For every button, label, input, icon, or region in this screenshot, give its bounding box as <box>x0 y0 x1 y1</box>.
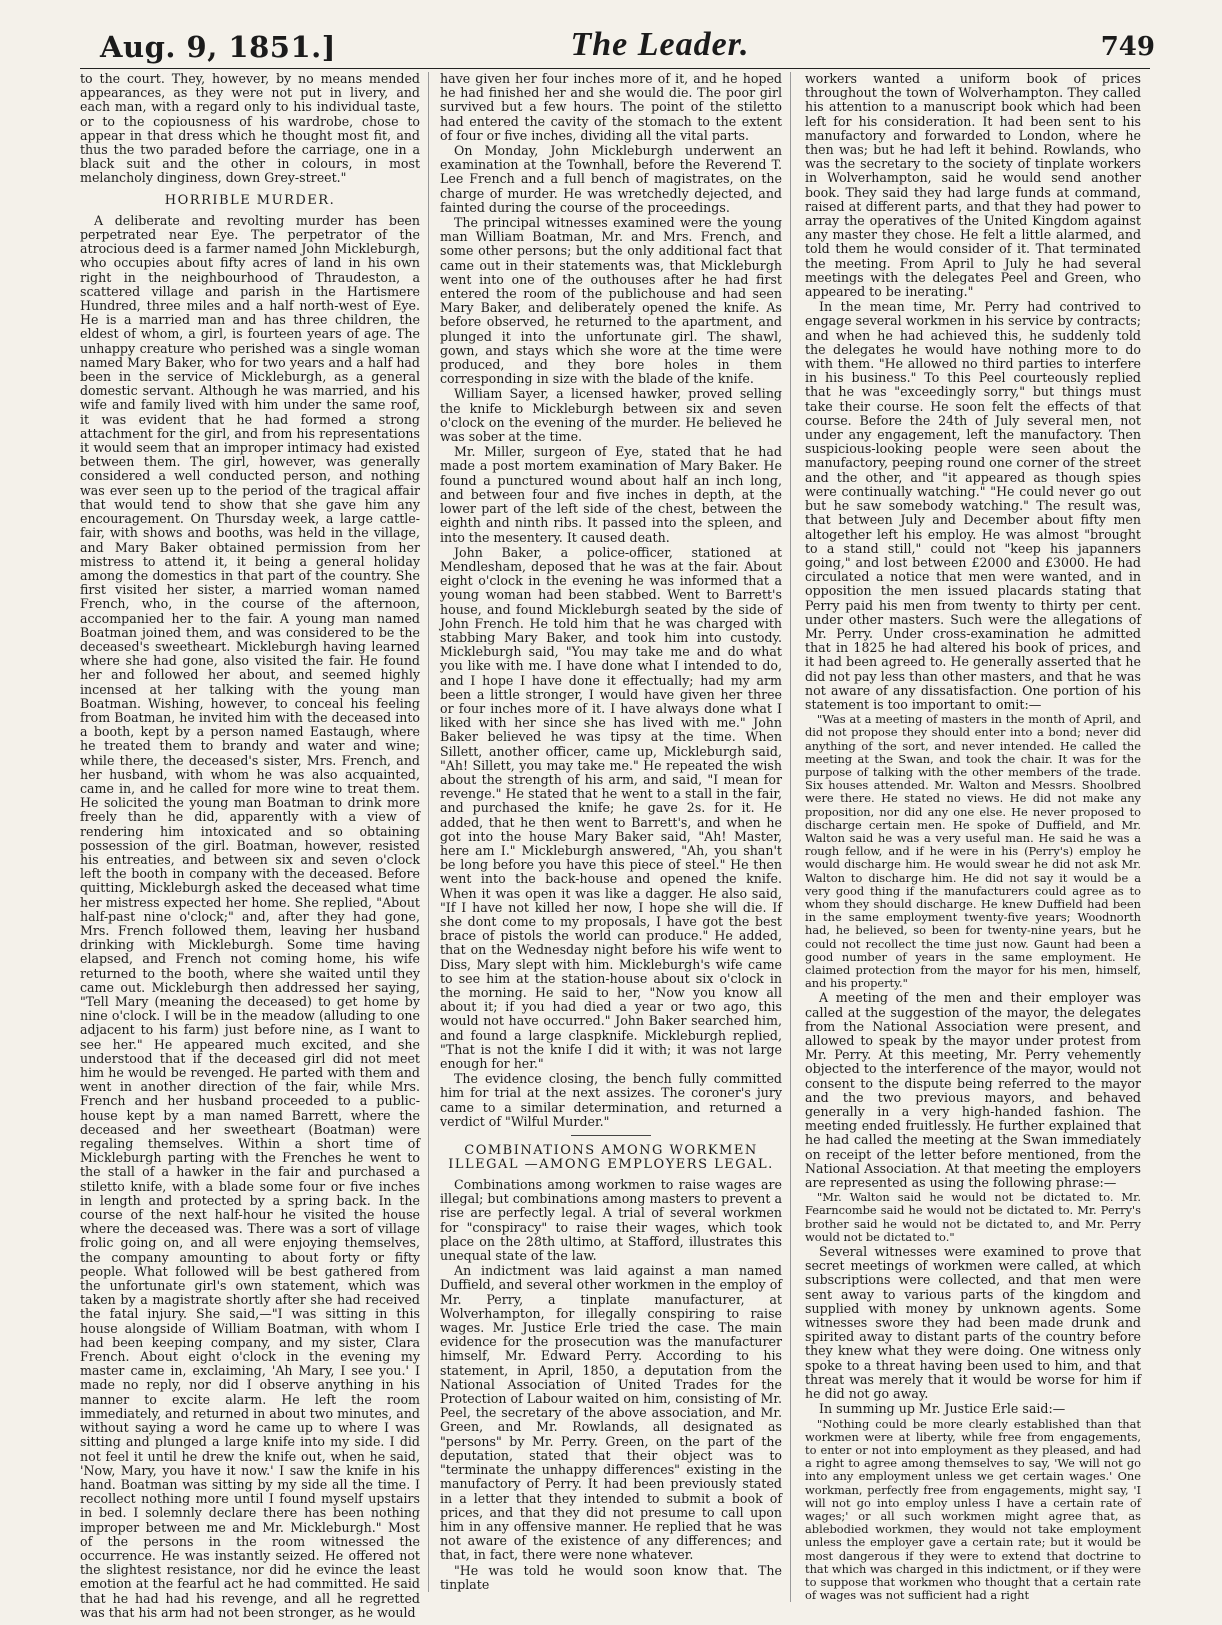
masthead-title: The Leader. <box>570 26 750 63</box>
quote-paragraph: "Nothing could be more clearly established than that workmen were at liberty, while free from engagements, to enter or not into employment as they pleased, and had a right to agree among themselves to say, 'We will not go into any employment unless we get certain wages.' One workman, perfectly free from engagements, might say, 'I will not go into employ unless I have a certain rate of wages;' or all such workmen might agree that, as ablebodied workmen, they would not take employment unless the employer gave a certain rate; but it would be most dangerous if they were to extend that doctrine to that which was charged in this indictment, or if they were to suppose that workmen who thought that a certain rate of wages was not sufficient had a right <box>805 1416 1141 1603</box>
column-1 <box>80 71 429 1620</box>
paragraph: A meeting of the men and their employer was called at the suggestion of the mayor, the delegates from the National Association were present, and allowed to speak by the mayor under protest from Mr. Perry. At this meeting, Mr. Perry vehemently objected to the interference of the mayor, would not consent to the dispute being referred to the mayor and the two previous mayors, and behaved generally in a very high-handed fashion. The meeting ended fruitlessly. He further explained that he had called the meeting at the Swan immediately on receipt of the letter before mentioned, from the National Association. At that meeting the employers are represented as using the following phrase:— <box>805 990 1141 1191</box>
paragraph: An indictment was laid against a man named Duffield, and several other workmen in the employ of Mr. Perry, a tinplate manufacturer, at Wolverhampton, for illegally conspiring to raise wages. Mr. Justice Erle tried the case. The main evidence for the prosecution was the manufacturer himself, Mr. Edward Perry. According to his statement, in April, 1850, a deputation from the National Association of United Trades for the Protection of Labour waited on him, consisting of Mr. Peel, the secretary of the above association, and Mr. Green, and Mr. Rowlands, all designated as "persons" by Mr. Perry. Green, on the part of the deputation, stated that their object was to "terminate the unhappy differences" existing in the manufactory of Perry. It had been previously stated in a letter that they intended to submit a book of prices, and that they did not presume to call upon him in any offensive manner. He replied that he was not aware of the existence of any differences; and that, in fact, there were none whatever. <box>440 1263 782 1563</box>
quote-paragraph: "Was at a meeting of masters in the month of April, and did not propose they should enter into a bond; never did anything of the sort, and never intended. He called the meeting at the Swan, and took the chair. It was for the purpose of talking with the other members of the trade. Six houses attended. Mr. Walton and Messrs. Shoolbred were there. He stated no views. He did not make any proposition, nor did any one else. He never proposed to discharge certain men. He spoke of Duffield, and Mr. Walton said he was a very useful man. He said he was a rough fellow, and if he were in his (Perry's) employ he would discharge him. He would swear he did not ask Mr. Walton to discharge him. He did not say it would be a very good thing if the manufacturers could agree as to whom they should discharge. He knew Duffield had been in the same employment twenty-five years; Woodnorth had, he believed, so been for twenty-nine years, but he could not recollect the time just now. Gaunt had been a good number of years in the same employment. He claimed protection from the mayor for his men, himself, and his property." <box>805 712 1141 991</box>
block-quote <box>805 1418 1141 1603</box>
paragraph: Several witnesses were examined to prove that secret meetings of workmen were called, at which subscriptions were collected, and that men were sent away to various parts of the kingdom and supplied with money by unknown agents. Some witnesses swore they had been made drunk and spirited away to distant parts of the country before they knew what they were doing. One witness only spoke to a threat having been used to him, and that threat was merely that it would be worse for him if he did not go away. <box>805 1244 1141 1402</box>
paragraph: Combinations among workmen to raise wages are illegal; but combinations among masters to prevent a rise are perfectly legal. A trial of several workmen for "conspiracy" to raise their wages, which took place on the 28th ultimo, at Stafford, illustrates this unequal state of the law. <box>440 1177 782 1264</box>
paragraph: workers wanted a uniform book of prices throughout the town of Wolverhampton. They called his attention to a manuscript book which had been left for his consideration. It had been sent to his manufactory and forwarded to London, where he then was; but he had left it behind. Rowlands, who was the secretary to the society of tinplate workers in Wolverhampton, said he would send another book. They said they had large funds at command, raised at different parts, and that they had power to array the operatives of the United Kingdom against any master they chose. He felt a little alarmed, and told them he would consider of it. That terminated the meeting. From April to July he had several meetings with the delegates Peel and Green, who appeared to be inerating." <box>805 71 1141 300</box>
paragraph: In the mean time, Mr. Perry had contrived to engage several workmen in his service by contracts; and when he had achieved this, he suddenly told the delegates he would have nothing more to do with them. "He allowed no third parties to interfere in his business." To this Peel courteously replied that he was "exceedingly sorry," but things must take their course. He soon felt the effects of that course. Before the 24th of July several men, not under any engagement, left the manufactory. Then suspicious-looking people were seen about the manufactory, peeping round one corner of the street and the other, and "it appeared as though spies were continually watching." "He could never go out but he saw somebody watching." The result was, that between July and December about fifty men altogether left his employ. He was almost "brought to a stand still," could not "keep his japanners going," and lost between £2000 and £3000. He had circulated a notice that men were wanted, and in opposition the men issued placards stating that Perry paid his men from twenty to thirty per cent. under other masters. Such were the allegations of Mr. Perry. Under cross-examination he admitted that in 1825 he had altered his book of prices, and it had been agreed to. He generally asserted that he did not pay less than other masters, and that he was not aware of any dissatisfaction. One portion of his statement is too important to omit:— <box>805 299 1141 712</box>
section-divider <box>571 1135 651 1136</box>
paragraph: On Monday, John Mickleburgh underwent an examination at the Townhall, before the Reverend T. Lee French and a full bench of magistrates, on the charge of murder. He was wretchedly dejected, and fainted during the course of the proceedings. <box>440 143 782 215</box>
quote-paragraph: "Mr. Walton said he would not be dictated to. Mr. Fearncombe said he would not be dictated to. Mr. Perry's brother said he would not be dictated to, and Mr. Perry would not be dictated to." <box>805 1190 1141 1244</box>
issue-date: Aug. 9, 1851.] <box>100 30 336 64</box>
block-quote <box>805 713 1141 990</box>
paragraph: Mr. Miller, surgeon of Eye, stated that he had made a post mortem examination of Mary Baker. He found a punctured wound about half an inch long, and between four and five inches in depth, at the lower part of the left side of the chest, between the eighth and ninth ribs. It passed into the spleen, and into the mesentery. It caused death. <box>440 444 782 545</box>
page-number: 749 <box>1100 32 1155 62</box>
paragraph: to the court. They, however, by no means mended appearances, as they were not put in livery, and each man, with a regard only to his individual taste, or to the copiousness of his wardrobe, chose to appear in that dress which he thought most fit, and thus the two paraded before the carriage, one in a black suit and the other in colours, in most melancholy dinginess, down Grey-street." <box>80 71 420 186</box>
article-heading-horrible-murder: HORRIBLE MURDER. <box>164 192 336 208</box>
paragraph: William Sayer, a licensed hawker, proved selling the knife to Mickleburgh between six and seven o'clock on the evening of the murder. He believed he was sober at the time. <box>440 386 782 445</box>
page-header <box>60 20 1180 70</box>
paragraph: The principal witnesses examined were the young man William Boatman, Mr. and Mrs. French, and some other persons; but the only additional fact that came out in their statements was, that Mickleburgh went into one of the outhouses after he had first entered the room of the publichouse and had seen Mary Baker, and deliberately opened the knife. As before observed, he returned to the apartment, and plunged it into the unfortunate girl. The shawl, gown, and stays which she wore at the time were produced, and they bore holes in them corresponding in size with the blade of the knife. <box>440 215 782 387</box>
paragraph: The evidence closing, the bench fully committed him for trial at the next assizes. The coroner's jury came to a similar determination, and returned a verdict of "Wilful Murder." <box>440 1071 782 1129</box>
column-2 <box>440 72 791 1602</box>
paragraph: "He was told he would soon know that. The tinplate <box>440 1562 782 1592</box>
header-rule <box>80 68 1150 69</box>
paragraph: John Baker, a police-officer, stationed at Mendlesham, deposed that he was at the fair. About eight o'clock in the evening he was informed that a young woman had been stabbed. Went to Barrett's house, and found Mickleburgh seated by the side of John French. He told him that he was charged with stabbing Mary Baker, and took him into custody. Mickleburgh said, "You may take me and do what you like with me. I have done what I intended to do, and I hope I have done it effectually; had my arm been a little stronger, I would have given her three or four inches more of it. I have always done what I liked with her since she has lived with me." John Baker believed he was tipsy at the time. When Sillett, another officer, came up, Mickleburgh said, "Ah! Sillett, you may take me." He repeated the wish about the strength of his arm, and said, "I mean for revenge." He stated that he went to a stall in the fair, and purchased the knife; he gave 2s. for it. He added, that he then went to Barrett's, and when he got into the house Mary Baker said, "Ah! Master, here am I." Mickleburgh answered, "Ah, you shan't be long before you have this piece of steel." He then went into the back-house and opened the knife. When it was open it was like a dagger. He also said, "If I have not killed her now, I hope she will die. If she dont come to my proposals, I have got the best brace of pistols the world can produce." He added, that on the Wednesday night before his wife went to Diss, Mary slept with him. Mickleburgh's wife came to see him at the station-house about six o'clock in the morning. He said to her, "Now you know all about it; if you had died a year or two ago, this would not have occurred." John Baker searched him, and found a large claspknife. Mickleburgh replied, "That is not the knife I did it with; it was not large enough for her." <box>440 544 782 1072</box>
column-3 <box>805 72 1141 1602</box>
paragraph: A deliberate and revolting murder has been perpetrated near Eye. The perpetrator of the atrocious deed is a farmer named John Mickleburgh, who occupies about fifty acres of land in his own right in the neighbourhood of Thraudeston, a scattered village and parish in the Hartismere Hundred, three miles and a half north-west of Eye. He is a married man and has three children, the eldest of whom, a girl, is fourteen years of age. The unhappy creature who perished was a single woman named Mary Baker, who for two years and a half had been in the service of Mickleburgh, as a general domestic servant. Although he was married, and his wife and family lived with him under the same roof, it was evident that he had formed a strong attachment for the girl, and from his representations it would seem that an improper intimacy had existed between them. The girl, however, was generally considered a well conducted person, and nothing was ever seen up to the period of the tragical affair that would tend to show that she gave him any encouragement. On Thursday week, a large cattle-fair, with shows and booths, was held in the village, and Mary Baker obtained permission from her mistress to attend it, it being a general holiday among the domestics in that part of the country. She first visited her sister, a married woman named French, who, in the course of the afternoon, accompanied her to the fair. A young man named Boatman joined them, and was considered to be the deceased's sweetheart. Mickleburgh having learned where she had gone, also visited the fair. He found her and followed her about, and seemed highly incensed at her talking with the young man Boatman. Wishing, however, to conceal his feeling from Boatman, he invited him with the deceased into a booth, kept by a person named Eastaugh, where he treated them to brandy and water and wine; while there, the deceased's sister, Mrs. French, and her husband, with whom he was also acquainted, came in, and he called for more wine to treat them. He solicited the young man Boatman to drink more freely than he did, apparently with a view of rendering him intoxicated and so obtaining possession of the girl. Boatman, however, resisted his entreaties, and between six and seven o'clock left the booth in company with the deceased. Before quitting, Mickleburgh asked the deceased what time her mistress expected her home. She replied, "About half-past nine o'clock;" and, after they had gone, Mrs. French followed them, leaving her husband drinking with Mickleburgh. Some time having elapsed, and French not coming home, his wife returned to the booth, where she waited until they came out. Mickleburgh then addressed her saying, "Tell Mary (meaning the deceased) to get home by nine o'clock. I will be in the meadow (alluding to one adjacent to his farm) just before nine, as I want to see her." He appeared much excited, and she understood that if the deceased girl did not meet him he would be revenged. He parted with them and went in another direction of the fair, while Mrs. French and her husband proceeded to a public-house kept by a man named Barrett, where the deceased and her sweetheart (Boatman) were regaling themselves. Within a short time of Mickleburgh parting with the Frenches he went to the stall of a hawker in the fair and purchased a stiletto knife, with a blade some four or five inches in length and protected by a spring back. In the course of the next half-hour he visited the house where the deceased was. There was a sort of village frolic going on, and all were enjoying themselves, the company amounting to about forty or fifty people. What followed will be best gathered from the unfortunate girl's own statement, which was taken by a magistrate shortly after she had received the fatal injury. She said,—"I was sitting in this house alongside of William Boatman, with whom I had been keeping company, and my sister, Clara French. About eight o'clock in the evening my master came in, exclaiming, 'Ah Mary, I see you.' I made no reply, nor did I observe anything in his manner to excite alarm. He left the room immediately, and returned in about two minutes, and without saying a word he came up to where I was sitting and plunged a large knife into my side. I did not feel it until he drew the knife out, when he said, 'Now, Mary, you have it now.' I saw the knife in his hand. Boatman was sitting by my side all the time. I recollect nothing more until I found myself upstairs in bed. I solemnly declare there has been nothing improper between me and Mr. Mickleburgh." Most of the persons in the room witnessed the occurrence. He was instantly seized. He offered not the slightest resistance, nor did he evince the least emotion at the fearful act he had committed. He said that he had had his revenge, and all he regretted was that his arm had not been stronger, as he would <box>80 212 420 1620</box>
paragraph: have given her four inches more of it, and he hoped he had finished her and she would die. The poor girl survived but a few hours. The point of the stiletto had entered the cavity of the stomach to the extent of four or five inches, dividing all the vital parts. <box>440 71 782 143</box>
paragraph: In summing up Mr. Justice Erle said:— <box>819 1401 1066 1417</box>
block-quote <box>805 1191 1141 1244</box>
article-heading-combinations: COMBINATIONS AMONG WORKMEN ILLEGAL —AMONG EMPLOYERS LEGAL. <box>448 1143 774 1173</box>
